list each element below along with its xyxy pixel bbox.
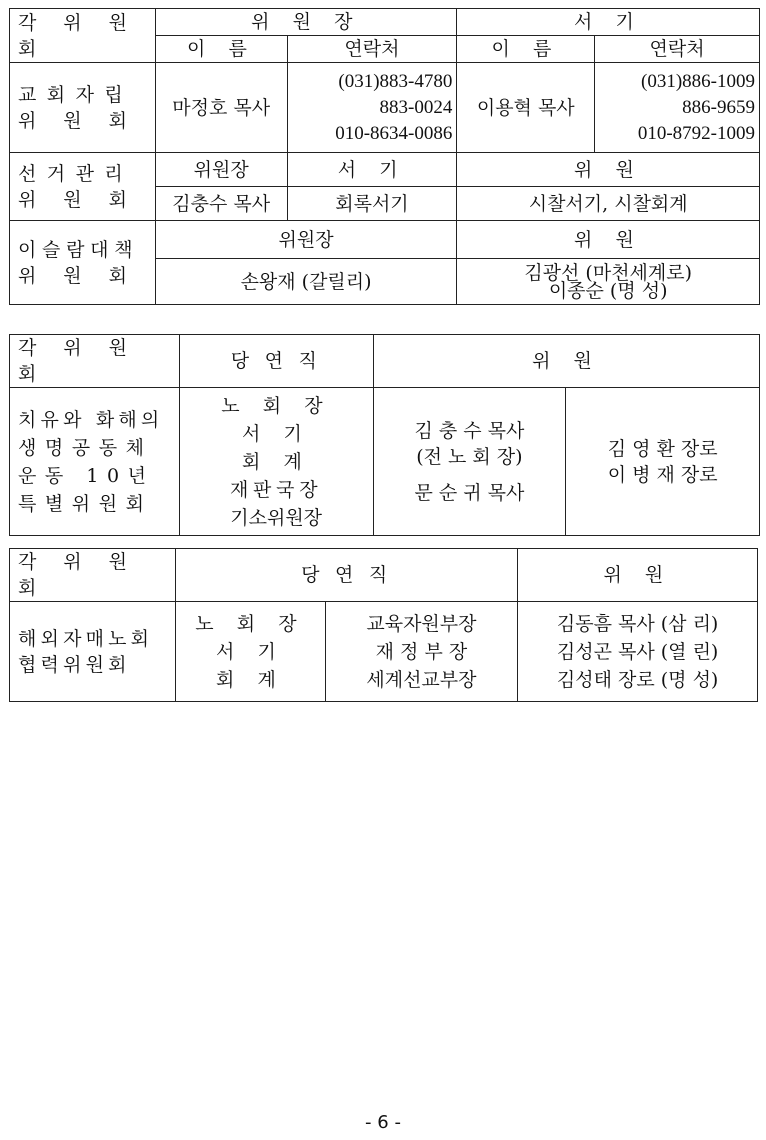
members: 시찰서기, 시찰회계	[457, 187, 760, 221]
member: 김광선 (마천세계로)	[524, 261, 693, 284]
label-line: 생명공동체	[18, 436, 153, 459]
sub-contact: 연락처	[287, 36, 457, 63]
sec-contact	[595, 63, 760, 153]
label-line: 교회자립	[18, 83, 134, 106]
label-line: 해외자매노회	[18, 627, 154, 650]
election-committee-table	[9, 8, 760, 305]
member: 김 영 환 장로	[607, 437, 718, 460]
header-ex-officio: 당 연 직	[175, 549, 518, 602]
label-line: 치유와 화해의	[18, 408, 164, 431]
chair-name: 손왕재 (갈릴리)	[155, 259, 457, 305]
phone: (031)886-1009	[641, 70, 755, 92]
overseas-committee-table	[9, 548, 758, 702]
ex-officio: 서 기	[215, 640, 285, 663]
label-line: 운동 10년	[18, 464, 155, 487]
header-committee: 각 위 원 회	[10, 335, 180, 388]
member: 김 충 수 목사	[414, 419, 525, 442]
sub-name: 이 름	[457, 36, 595, 63]
label-line: 위 원 회	[18, 109, 138, 132]
header-committee: 각 위 원 회	[10, 549, 176, 602]
member: (전 노 회 장)	[416, 445, 523, 468]
header-chair: 위 원 장	[155, 9, 457, 36]
header-member: 위 원	[518, 549, 758, 602]
chair-name: 김충수 목사	[155, 187, 287, 221]
ex-officio: 기소위원장	[230, 506, 323, 529]
label-line: 특별위원회	[18, 492, 153, 515]
phone: 010-8792-1009	[637, 122, 755, 144]
role-chair: 위원장	[155, 221, 457, 259]
header-secretary: 서 기	[457, 9, 760, 36]
ex-officio: 교육자원부장	[366, 612, 477, 635]
sec-name: 회록서기	[287, 187, 457, 221]
ex-officio-b	[325, 602, 518, 702]
ex-officio: 회 계	[241, 450, 311, 473]
ex-officio: 서 기	[241, 422, 311, 445]
member: 문 순 귀 목사	[414, 481, 525, 504]
ex-officio-a	[175, 602, 325, 702]
phone: (031)883-4780	[338, 70, 453, 92]
header-committee: 각 위 원 회	[10, 9, 156, 63]
healing-committee-table	[9, 334, 760, 536]
ex-officio: 노 회 장	[195, 612, 306, 635]
ex-officio: 세계선교부장	[366, 668, 477, 691]
ex-officio: 노 회 장	[221, 394, 332, 417]
role-sec: 서 기	[287, 153, 457, 187]
role-chair: 위원장	[155, 153, 287, 187]
header-member: 위 원	[373, 335, 759, 388]
row-label	[10, 221, 156, 305]
role-member: 위 원	[457, 221, 760, 259]
row-label	[10, 388, 180, 536]
role-member: 위 원	[457, 153, 760, 187]
label-line: 위 원 회	[18, 188, 138, 211]
ex-officio-list	[179, 388, 373, 536]
members-a	[373, 388, 566, 536]
phone: 883-0024	[379, 96, 453, 118]
ex-officio: 재판국장	[229, 478, 323, 501]
chair-contact	[287, 63, 457, 153]
label-line: 위 원 회	[18, 264, 138, 287]
label-line: 협력위원회	[18, 653, 131, 676]
phone: 010-8634-0086	[335, 122, 453, 144]
phone: 886-9659	[682, 96, 755, 118]
member: 이종순 (명 성)	[548, 279, 668, 302]
chair-name: 마정호 목사	[155, 63, 287, 153]
label-line: 선거관리	[18, 162, 134, 185]
ex-officio: 회 계	[215, 668, 285, 691]
sub-contact: 연락처	[595, 36, 760, 63]
members-b	[566, 388, 760, 536]
member: 김동흠 목사 (삼 리)	[556, 612, 719, 635]
sec-name: 이용혁 목사	[457, 63, 595, 153]
row-label	[10, 63, 156, 153]
row-label	[10, 153, 156, 221]
member: 이 병 재 장로	[607, 463, 718, 486]
member: 김성곤 목사 (열 린)	[556, 640, 719, 663]
header-ex-officio: 당 연 직	[179, 335, 373, 388]
label-line: 이슬람대책	[18, 238, 139, 261]
members	[518, 602, 758, 702]
ex-officio: 재 정 부 장	[375, 640, 468, 663]
sub-name: 이 름	[155, 36, 287, 63]
row-label	[10, 602, 176, 702]
member: 김성태 장로 (명 성)	[556, 668, 719, 691]
members	[457, 259, 760, 305]
page-number: - 6 -	[365, 1112, 401, 1133]
